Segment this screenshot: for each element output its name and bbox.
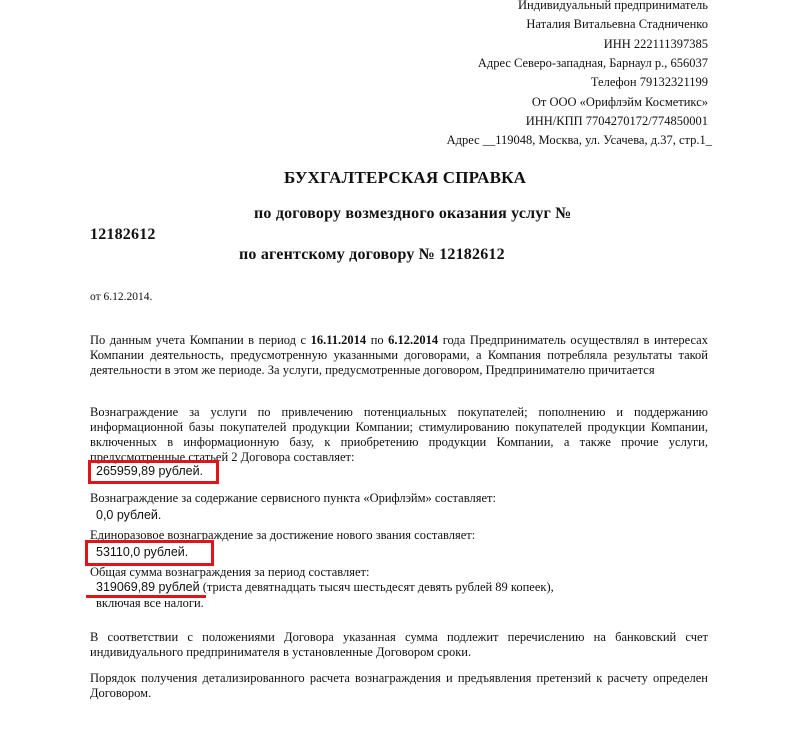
reward3-highlight-box [85,540,214,566]
intro-date-to: 6.12.2014 [388,333,439,347]
reward1-highlight-box [88,460,219,484]
intro-date-from: 16.11.2014 [310,333,367,347]
header-address: Адрес Северо-западная, Барнаул р., 656037 [477,56,708,70]
header-entrepreneur-title: Индивидуальный предприниматель [518,0,708,12]
procedure-paragraph: Порядок получения детализированного расчета вознаграждения и предъявления претензий к расчету определен Договором. [90,671,708,700]
total-amount-words: (триста девятнадцать тысяч шестьдесят девять рублей 89 копеек), [199,580,554,594]
reward2-amount: 0,0 рублей. [96,508,162,522]
header-from-company: От ООО «Орифлэйм Косметикс» [531,95,708,109]
total-text: Общая сумма вознаграждения за период составляет: [90,565,370,579]
header-company-address: Адрес __119048, Москва, ул. Усачева, д.37, стр.1_ [446,133,712,147]
transfer-paragraph: В соответствии с положениями Договора указанная сумма подлежит перечислению на банковский счет индивидуального предпринимателя в установленные Договором сроки. [90,630,708,659]
document-subtitle-contract: по договору возмездного оказания услуг № [254,205,572,222]
intro-part2: по [366,333,389,347]
intro-paragraph [90,333,708,378]
header-inn: ИНН 222111397385 [603,37,708,51]
reward3-amount: 53110,0 рублей. [96,545,189,559]
document-contract-number: 12182612 [90,226,156,243]
reward2-text: Вознаграждение за содержание сервисного пункта «Орифлэйм» составляет: [90,491,496,505]
total-amount: 319069,89 рублей [96,580,200,594]
intro-part1: По данным учета Компании в период с [90,333,311,347]
header-phone: Телефон 79132321199 [590,75,708,89]
header-entrepreneur-name: Наталия Витальевна Стадниченко [526,17,708,31]
document-subtitle-agency: по агентскому договору № 12182612 [239,246,505,263]
total-taxes: включая все налоги. [96,596,204,610]
intro-part3: года Предприниматель осуществлял в интересах Компании деятельность, предусмотренную указанными договорами, а Компания потребляла результаты такой деятельности в этом же периоде. За услуги, предусмотренные договором, Предпринимателю причитается [90,333,708,377]
reward1-amount: 265959,89 рублей. [96,464,204,478]
reward1-text: Вознаграждение за услуги по привлечению потенциальных покупателей; пополнению и поддержанию информационной базы покупателей продукции Компании; стимулированию покупателей продукции Компании, включенных в информационную базу, к приобретению продукции Компании, а также прочие услуги, предусмотренные статьей 2 Договора составляет: [90,405,708,464]
total-amount-line [96,580,554,595]
header-inn-kpp: ИНН/КПП 7704270172/774850001 [525,114,708,128]
document-title: БУХГАЛТЕРСКАЯ СПРАВКА [284,168,527,187]
reward3-text: Единоразовое вознаграждение за достижение нового звания составляет: [90,528,476,542]
document-date: от 6.12.2014. [90,291,153,303]
